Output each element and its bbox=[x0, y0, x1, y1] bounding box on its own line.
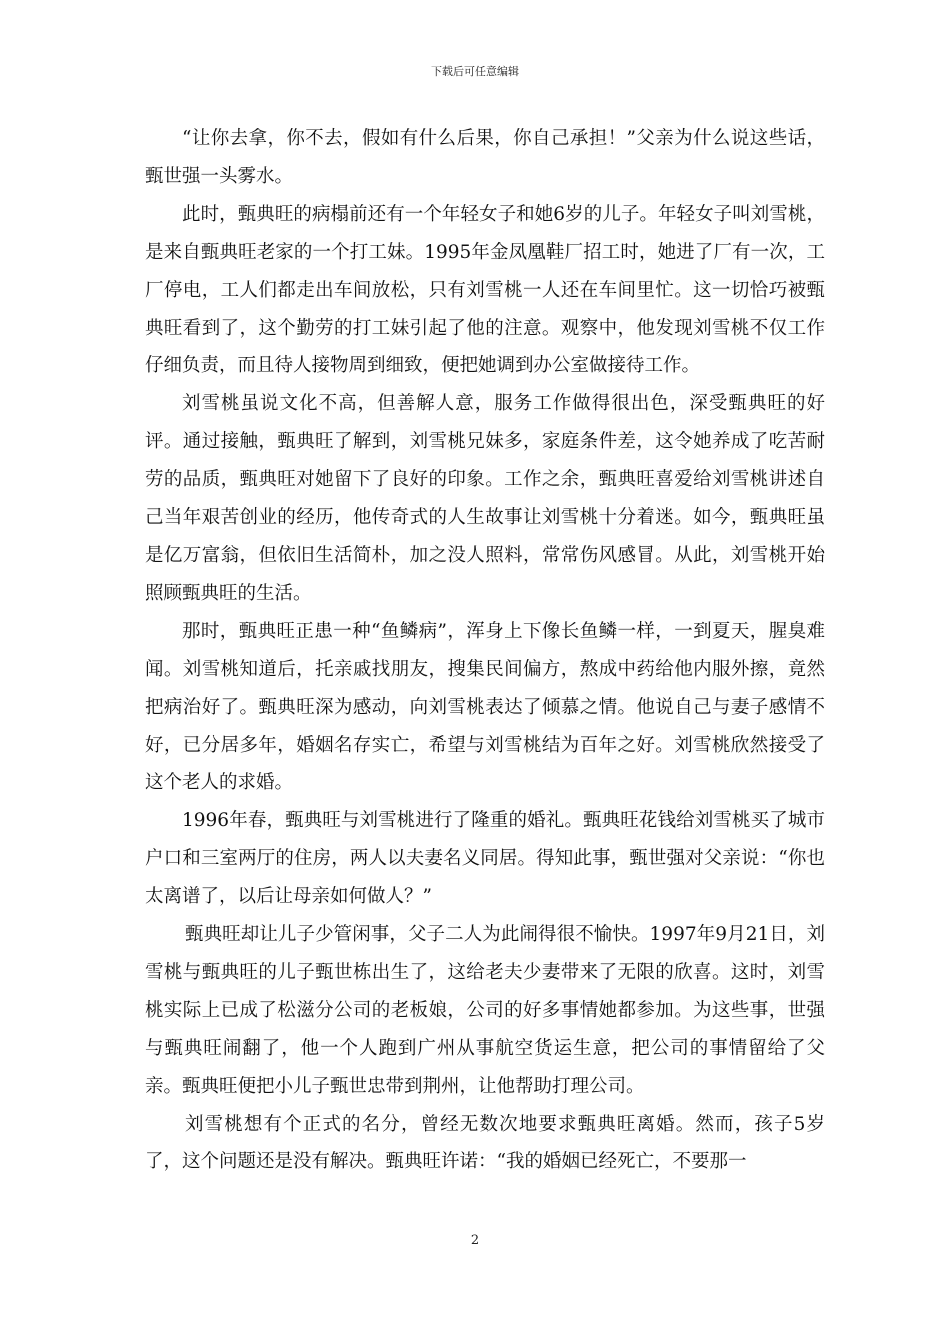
paragraph: 刘雪桃想有个正式的名分，曾经无数次地要求甄典旺离婚。然而，孩子5岁了，这个问题还是没有解决。甄典旺许诺：“我的婚姻已经死亡，不要那一 bbox=[145, 1113, 825, 1173]
paragraph: 那时，甄典旺正患一种“鱼鳞病”，浑身上下像长鱼鳞一样，一到夏天，腥臭难闻。刘雪桃知道后，托亲戚找朋友，搜集民间偏方，熬成中药给他内服外擦，竟然把病治好了。甄典旺深为感动，向刘雪桃表达了倾慕之情。他说自己与妻子感情不好，已分居多年，婚姻名存实亡，希望与刘雪桃结为百年之好。刘雪桃欣然接受了这个老人的求婚。 bbox=[145, 620, 825, 794]
page-header bbox=[0, 64, 950, 80]
page-number: 2 bbox=[470, 1233, 480, 1248]
paragraph: 此时，甄典旺的病榻前还有一个年轻女子和她6岁的儿子。年轻女子叫刘雪桃，是来自甄典旺老家的一个打工妹。1995年金凤凰鞋厂招工时，她进了厂有一次，工厂停电，工人们都走出车间放松，只有刘雪桃一人还在车间里忙。这一切恰巧被甄典旺看到了，这个勤劳的打工妹引起了他的注意。观察中，他发现刘雪桃不仅工作仔细负责，而且待人接物周到细致，便把她调到办公室做接待工作。 bbox=[145, 203, 825, 377]
page-footer bbox=[0, 1233, 950, 1249]
paragraph: 甄典旺却让儿子少管闲事，父子二人为此闹得很不愉快。1997年9月21日，刘雪桃与甄典旺的儿子甄世栋出生了，这给老夫少妻带来了无限的欣喜。这时，刘雪桃实际上已成了松滋分公司的老板娘，公司的好多事情她都参加。为这些事，世强与甄典旺闹翻了，他一个人跑到广州从事航空货运生意，把公司的事情留给了父亲。甄典旺便把小儿子甄世忠带到荆州，让他帮助打理公司。 bbox=[145, 924, 825, 1097]
paragraph: “让你去拿，你不去，假如有什么后果，你自己承担！”父亲为什么说这些话，甄世强一头雾水。 bbox=[145, 128, 825, 187]
paragraph: 刘雪桃虽说文化不高，但善解人意，服务工作做得很出色，深受甄典旺的好评。通过接触，甄典旺了解到，刘雪桃兄妹多，家庭条件差，这令她养成了吃苦耐劳的品质，甄典旺对她留下了良好的印象。工作之余，甄典旺喜爱给刘雪桃讲述自己当年艰苦创业的经历，他传奇式的人生故事让刘雪桃十分着迷。如今，甄典旺虽是亿万富翁，但依旧生活简朴，加之没人照料，常常伤风感冒。从此，刘雪桃开始照顾甄典旺的生活。 bbox=[145, 393, 825, 604]
header-note: 下载后可任意编辑 bbox=[431, 65, 519, 78]
article-body bbox=[145, 120, 825, 1181]
paragraph: 1996年春，甄典旺与刘雪桃进行了隆重的婚礼。甄典旺花钱给刘雪桃买了城市户口和三室两厅的住房，两人以夫妻名义同居。得知此事，甄世强对父亲说：“你也太离谱了，以后让母亲如何做人？” bbox=[145, 810, 825, 908]
